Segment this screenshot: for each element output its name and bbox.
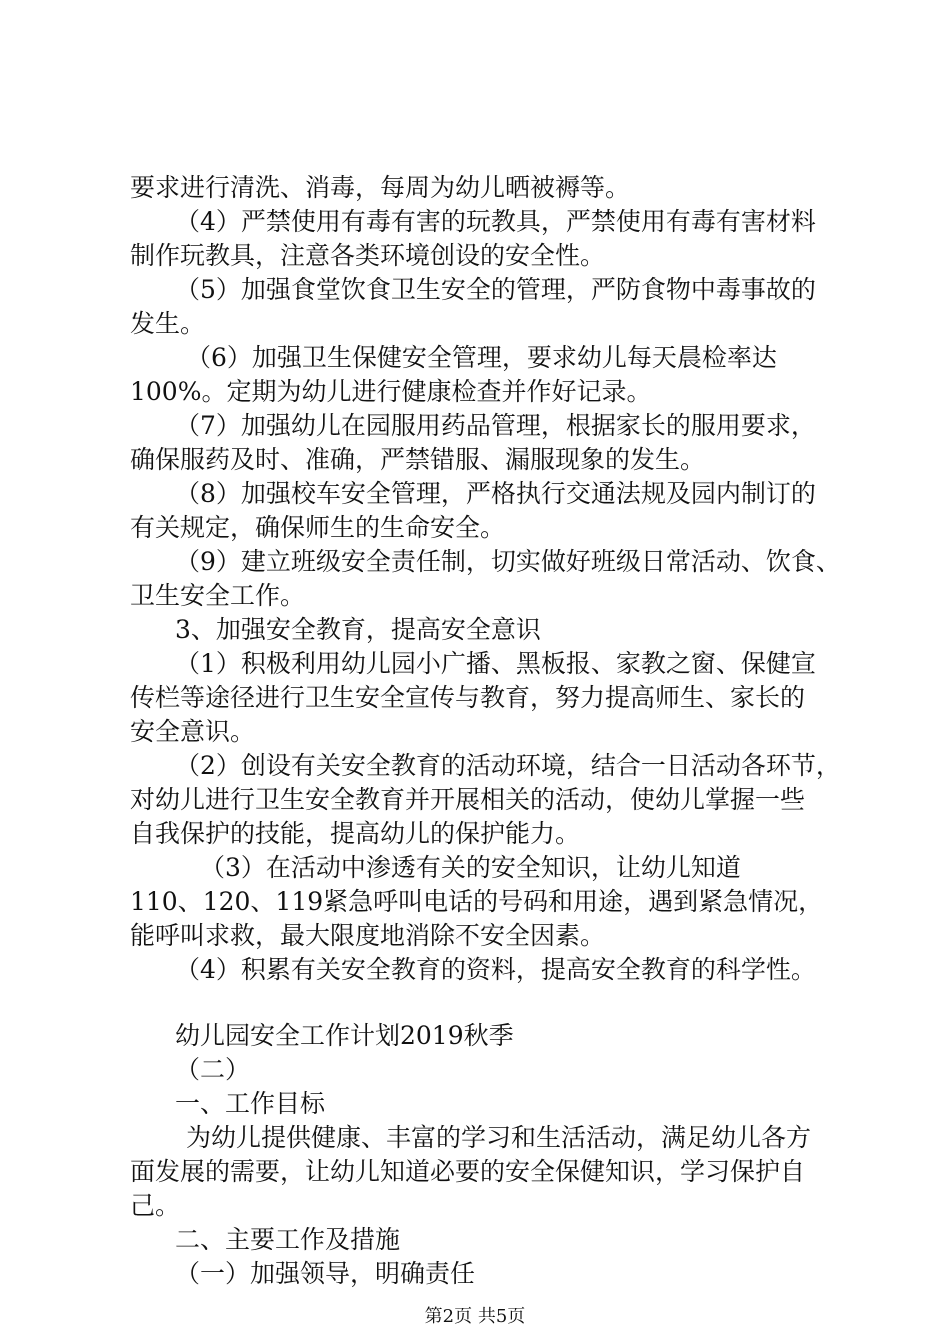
section-heading: 一、工作目标 xyxy=(175,1089,326,1118)
section-heading: 二、主要工作及措施 xyxy=(175,1225,401,1254)
text-line: 能呼叫求救，最大限度地消除不安全因素。 xyxy=(130,921,606,950)
text-line: 制作玩教具，注意各类环境创设的安全性。 xyxy=(130,241,606,270)
text-line: 有关规定，确保师生的生命安全。 xyxy=(130,513,506,542)
text-line: （2）创设有关安全教育的活动环境，结合一日活动各环节， xyxy=(175,751,841,780)
text-line: 安全意识。 xyxy=(130,717,256,746)
text-line: 要求进行清洗、消毒，每周为幼儿晒被褥等。 xyxy=(130,173,631,202)
text-line: 面发展的需要，让幼儿知道必要的安全保健知识，学习保护自 xyxy=(130,1157,806,1186)
text-line: 110、120、119紧急呼叫电话的号码和用途，遇到紧急情况， xyxy=(130,887,824,916)
page-footer: 第2页 共5页 xyxy=(424,1306,526,1327)
subsection-heading: （一）加强领导，明确责任 xyxy=(175,1259,476,1288)
text-line: （1）积极利用幼儿园小广播、黑板报、家教之窗、保健宣 xyxy=(175,649,816,678)
document-title: 幼儿园安全工作计划2019秋季 xyxy=(175,1021,514,1050)
text-line: 己。 xyxy=(130,1191,181,1220)
text-line: （6）加强卫生保健安全管理，要求幼儿每天晨检率达 xyxy=(186,343,777,372)
text-line: （4）积累有关安全教育的资料，提高安全教育的科学性。 xyxy=(175,955,816,984)
text-line: 为幼儿提供健康、丰富的学习和生活活动，满足幼儿各方 xyxy=(186,1123,812,1152)
text-line: （7）加强幼儿在园服用药品管理，根据家长的服用要求， xyxy=(175,411,816,440)
text-line: （3）在活动中渗透有关的安全知识，让幼儿知道 xyxy=(200,853,741,882)
text-line: （9）建立班级安全责任制，切实做好班级日常活动、饮食、 xyxy=(175,547,841,576)
text-line: 卫生安全工作。 xyxy=(130,581,306,610)
text-line: 对幼儿进行卫生安全教育并开展相关的活动，使幼儿掌握一些 xyxy=(130,785,806,814)
text-line: （5）加强食堂饮食卫生安全的管理，严防食物中毒事故的 xyxy=(175,275,816,304)
text-line: （8）加强校车安全管理，严格执行交通法规及园内制订的 xyxy=(175,479,816,508)
text-line: 发生。 xyxy=(130,309,206,338)
text-line: 100%。定期为幼儿进行健康检查并作好记录。 xyxy=(130,377,652,406)
text-line: （4）严禁使用有毒有害的玩教具，严禁使用有毒有害材料 xyxy=(175,207,816,236)
text-line: 传栏等途径进行卫生安全宣传与教育，努力提高师生、家长的 xyxy=(130,683,806,712)
text-line: 自我保护的技能，提高幼儿的保护能力。 xyxy=(130,819,581,848)
document-subtitle: （二） xyxy=(175,1055,251,1084)
text-line: 确保服药及时、准确，严禁错服、漏服现象的发生。 xyxy=(130,445,706,474)
section-heading: 3、加强安全教育，提高安全意识 xyxy=(175,615,541,644)
